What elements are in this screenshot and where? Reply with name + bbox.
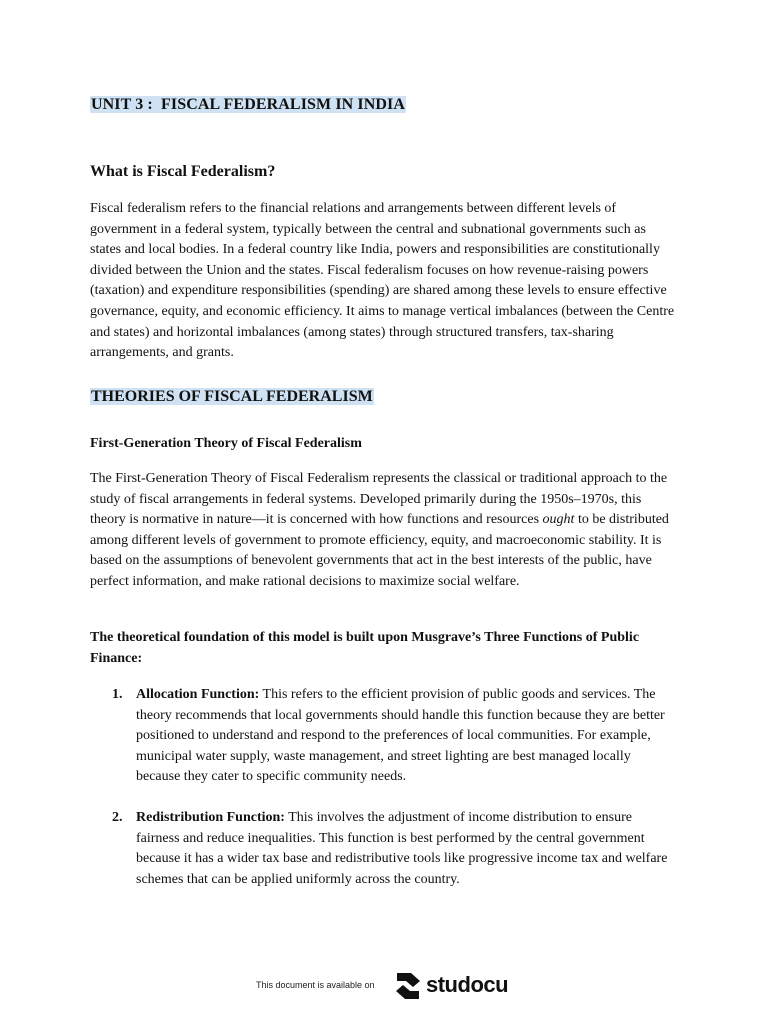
list-item-body <box>136 808 677 890</box>
theories-heading-text: THEORIES OF FISCAL FEDERALISM <box>91 388 373 405</box>
studocu-brand-name[interactable]: studocu <box>426 972 509 997</box>
unit-title <box>90 94 406 116</box>
footer <box>0 968 768 1004</box>
first-gen-text-part1: The First-Generation Theory of Fiscal Federalism represents the classical or traditional approach to the study of fiscal arrangements in federal systems. Developed primarily during the 1950s–1970s, this theory is normative in nature—it is concerned with how functions and resources <box>90 471 668 528</box>
list-item-text: This refers to the efficient provision of public goods and services. The theory recommends that local governments should handle this function because they are better positioned to understand and respond to the preferences of local communities. For example, municipal water supply, waste management, and street lighting are best managed locally because they cater to specific community needs. <box>136 687 665 785</box>
intro-paragraph: Fiscal federalism refers to the financial relations and arrangements between different levels of government in a federal system, typically between the central and subnational governments such as states and local bodies. In a federal country like India, powers and responsibilities are constitutionally divided between the Union and the states. Fiscal federalism focuses on how revenue-raising powers (taxation) and expenditure responsibilities (spending) are shared among these levels to ensure effective governance, equity, and economic efficiency. It aims to manage vertical imbalances (between the Centre and states) and horizontal imbalances (among states) through structured transfers, tax-sharing arrangements, and grants. <box>90 201 675 361</box>
first-generation-heading: First-Generation Theory of Fiscal Federalism <box>90 436 362 451</box>
first-gen-text-part2: to be distributed among different levels of government to promote efficiency, equity, and macroeconomic stability. It is based on the assumptions of benevolent governments that act in the best interests of the public, have perfect information, and make rational decisions to maximize social welfare. <box>90 512 669 589</box>
section-heading-what-is: What is Fiscal Federalism? <box>90 163 276 180</box>
list-number: 1. <box>112 687 123 702</box>
list-item-allocation <box>112 685 677 788</box>
theories-heading <box>90 386 374 408</box>
footer-availability-text: This document is available on <box>256 980 375 990</box>
first-generation-paragraph <box>90 469 680 593</box>
studocu-logo-icon[interactable] <box>393 970 423 1002</box>
list-item-body <box>136 685 677 788</box>
list-item-redistribution <box>112 808 677 890</box>
first-gen-italic-word: ought <box>542 512 575 528</box>
unit-title-text: UNIT 3 : FISCAL FEDERALISM IN INDIA <box>91 96 406 113</box>
list-item-text: This involves the adjustment of income distribution to ensure fairness and reduce inequalities. This function is best performed by the central government because it has a wider tax base and redistributive tools like progressive income tax and welfare schemes that can be applied uniformly across the country. <box>136 810 668 887</box>
list-item-term: Allocation Function: <box>136 687 260 702</box>
foundation-paragraph: The theoretical foundation of this model is built upon Musgrave’s Three Functions of Public Finance: <box>90 630 640 666</box>
list-item-term: Redistribution Function: <box>136 810 285 825</box>
list-number: 2. <box>112 810 123 825</box>
